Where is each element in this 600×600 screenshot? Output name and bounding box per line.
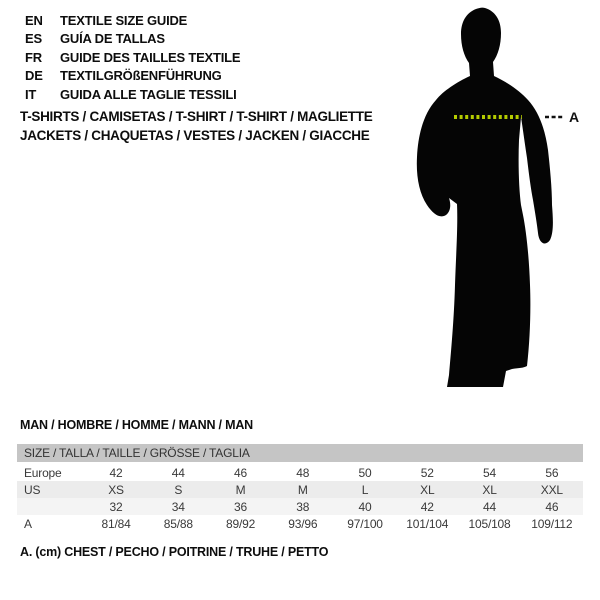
- table-row-numeric: [17, 498, 583, 515]
- language-label: GUIDE DES TAILLES TEXTILE: [60, 49, 241, 65]
- language-row-it: [25, 85, 240, 104]
- table-cell: 54: [483, 465, 496, 480]
- language-code: EN: [25, 12, 43, 28]
- size-table: [17, 444, 583, 532]
- language-list: [25, 11, 240, 104]
- table-cell: S: [174, 482, 183, 497]
- table-cell: 52: [420, 465, 434, 480]
- table-cell: XL: [420, 482, 435, 497]
- table-cell: 42: [109, 465, 123, 480]
- table-cell: 34: [171, 499, 185, 514]
- table-cell: 38: [296, 499, 310, 514]
- table-cell: 56: [545, 465, 559, 480]
- man-silhouette-svg: [400, 0, 585, 395]
- section-title-man: MAN / HOMBRE / HOMME / MANN / MAN: [20, 418, 253, 432]
- language-label: TEXTILE SIZE GUIDE: [60, 12, 188, 28]
- table-cell: 50: [358, 465, 372, 480]
- table-cell: 81/84: [101, 516, 131, 531]
- table-row-us: [17, 481, 583, 498]
- table-cell: 44: [171, 465, 185, 480]
- table-cell: 36: [234, 499, 247, 514]
- table-cell: 93/96: [288, 516, 318, 531]
- row-label: A: [24, 516, 32, 531]
- table-cell: 85/88: [163, 516, 193, 531]
- language-row-fr: [25, 48, 240, 67]
- row-label: [17, 498, 85, 515]
- table-cell: 89/92: [226, 516, 256, 531]
- table-cell: 44: [483, 499, 496, 514]
- category-jackets: JACKETS / CHAQUETAS / VESTES / JACKEN / GIACCHE: [20, 127, 370, 143]
- table-row-europe: [17, 464, 583, 481]
- table-cell: 105/108: [468, 516, 511, 531]
- language-label: GUÍA DE TALLAS: [60, 31, 165, 47]
- chest-footnote: A. (cm) CHEST / PECHO / POITRINE / TRUHE / PETTO: [20, 545, 329, 559]
- table-cell: 97/100: [347, 516, 383, 531]
- row-label: Europe: [24, 465, 62, 480]
- measure-label-a: A: [569, 109, 580, 125]
- table-cell: L: [361, 482, 369, 497]
- man-silhouette-shape: [417, 8, 553, 387]
- category-tshirts: T-SHIRTS / CAMISETAS / T-SHIRT / T-SHIRT / MAGLIETTE: [20, 109, 373, 124]
- size-table-header: SIZE / TALLA / TAILLE / GRÖSSE / TAGLIA: [17, 444, 583, 462]
- table-cell: XXL: [540, 482, 563, 497]
- language-code: ES: [25, 31, 42, 47]
- table-cell: 101/104: [406, 516, 449, 531]
- language-label: GUIDA ALLE TAGLIE TESSILI: [60, 86, 237, 102]
- table-cell: M: [235, 482, 246, 497]
- language-code: IT: [25, 86, 37, 102]
- table-cell: 42: [420, 499, 434, 514]
- table-cell: 109/112: [531, 516, 573, 531]
- table-row-chest: [17, 515, 583, 532]
- table-cell: 32: [109, 499, 123, 514]
- language-row-es: [25, 30, 240, 49]
- table-cell: 40: [358, 499, 372, 514]
- language-row-en: [25, 11, 240, 30]
- language-label: TEXTILGRÖßENFÜHRUNG: [60, 68, 222, 84]
- size-table-grid: [17, 464, 583, 532]
- table-cell: 46: [545, 499, 559, 514]
- language-row-de: [25, 67, 240, 86]
- table-cell: 48: [296, 465, 310, 480]
- table-cell: XL: [482, 482, 497, 497]
- language-code: FR: [25, 49, 42, 65]
- garment-categories: [20, 108, 372, 145]
- row-label: US: [24, 482, 41, 497]
- table-cell: 46: [234, 465, 247, 480]
- table-cell: M: [297, 482, 308, 497]
- language-code: DE: [25, 68, 43, 84]
- man-silhouette-figure: [400, 0, 585, 395]
- table-cell: XS: [108, 482, 124, 497]
